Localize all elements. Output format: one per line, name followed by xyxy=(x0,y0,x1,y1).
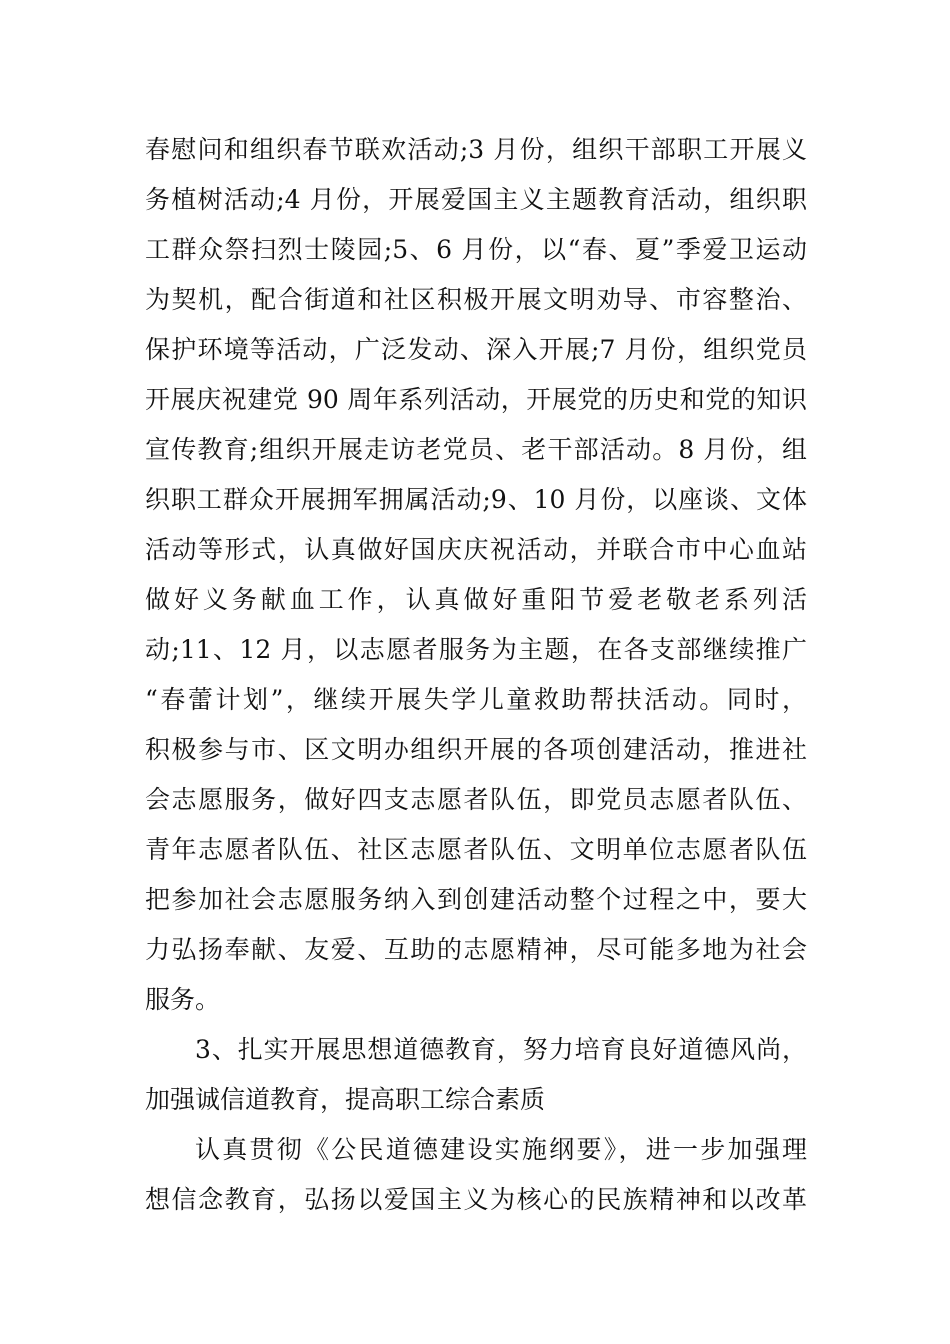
text-line-17: 力弘扬奉献、友爱、互助的志愿精神，尽可能多地为社会 xyxy=(145,935,807,964)
text-line-21: 认真贯彻《公民道德建设实施纲要》，进一步加强理 xyxy=(195,1135,807,1164)
text-line-10: 做好义务献血工作，认真做好重阳节爱老敬老系列活 xyxy=(145,585,807,614)
text-line-14: 会志愿服务，做好四支志愿者队伍，即党员志愿者队伍、 xyxy=(145,785,807,814)
text-line-7: 宣传教育;组织开展走访老党员、老干部活动。8 月份，组 xyxy=(145,435,807,464)
section-heading-line-2: 加强诚信道教育，提高职工综合素质 xyxy=(145,1085,546,1114)
text-line-6: 开展庆祝建党 90 周年系列活动，开展党的历史和党的知识 xyxy=(145,385,807,414)
text-line-2: 务植树活动;4 月份，开展爱国主义主题教育活动，组织职 xyxy=(145,185,807,214)
text-line-15: 青年志愿者队伍、社区志愿者队伍、文明单位志愿者队伍 xyxy=(145,835,807,864)
text-line-9: 活动等形式，认真做好国庆庆祝活动，并联合市中心血站 xyxy=(145,535,807,564)
text-line-3: 工群众祭扫烈士陵园;5、6 月份，以“春、夏”季爱卫运动 xyxy=(145,235,807,264)
section-heading-line-1: 3、扎实开展思想道德教育，努力培育良好道德风尚， xyxy=(195,1035,807,1064)
text-line-11: 动;11、12 月，以志愿者服务为主题，在各支部继续推广 xyxy=(145,635,807,664)
text-line-22: 想信念教育，弘扬以爱国主义为核心的民族精神和以改革 xyxy=(145,1185,807,1214)
text-line-12: “春蕾计划”，继续开展失学儿童救助帮扶活动。同时， xyxy=(145,685,807,714)
text-line-4: 为契机，配合街道和社区积极开展文明劝导、市容整治、 xyxy=(145,285,807,314)
text-line-16: 把参加社会志愿服务纳入到创建活动整个过程之中，要大 xyxy=(145,885,807,914)
text-line-18: 服务。 xyxy=(145,985,221,1014)
text-line-13: 积极参与市、区文明办组织开展的各项创建活动，推进社 xyxy=(145,735,807,764)
text-line-1: 春慰问和组织春节联欢活动;3 月份，组织干部职工开展义 xyxy=(145,135,807,164)
text-line-8: 织职工群众开展拥军拥属活动;9、10 月份，以座谈、文体 xyxy=(145,485,807,514)
text-line-5: 保护环境等活动，广泛发动、深入开展;7 月份，组织党员 xyxy=(145,335,807,364)
